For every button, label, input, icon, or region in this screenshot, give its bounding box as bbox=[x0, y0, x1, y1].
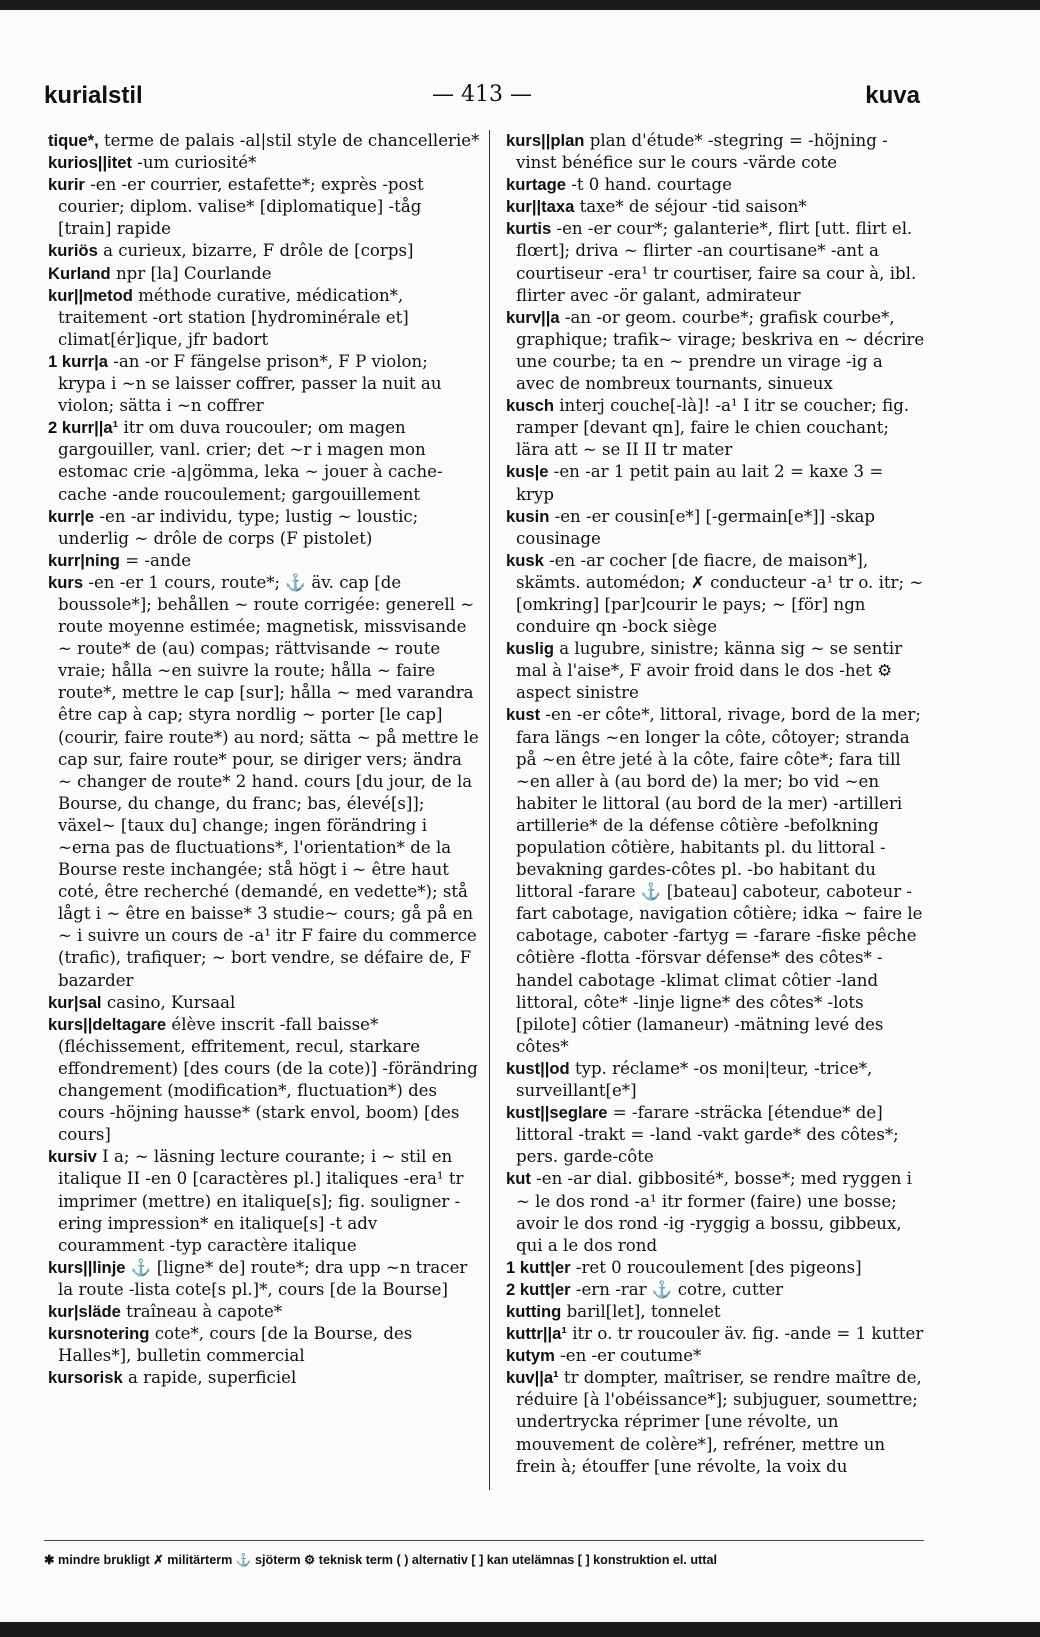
entry-headword: 1 kutt|er bbox=[506, 1257, 571, 1277]
dictionary-entry: kur||metod méthode curative, médication*, traitement -ort station [hydrominérale et] climat[ér]ique, jfr badort bbox=[48, 285, 409, 349]
header-first-word: kurialstil bbox=[44, 82, 143, 109]
entry-headword: kuv||a¹ bbox=[506, 1368, 559, 1388]
dictionary-entry: kus|e -en -ar 1 petit pain au lait 2 = kaxe 3 = kryp bbox=[506, 462, 884, 504]
footnote-rule bbox=[44, 1540, 924, 1541]
dictionary-entry: kurtage -t 0 hand. courtage bbox=[506, 175, 732, 195]
entry-headword: kutting bbox=[506, 1301, 562, 1321]
dictionary-entry: kutym -en -er coutume* bbox=[506, 1346, 702, 1366]
dictionary-entry: kusk -en -ar cocher [de fiacre, de maison*], skämts. automédon; ✗ conducteur -a¹ tr o. itr; ~ [omkring] [par]courir le pays; ~ [för] ngn conduire qn -bock siège bbox=[506, 550, 924, 637]
dictionary-entry: kur|släde traîneau à capote* bbox=[48, 1301, 283, 1321]
dictionary-entry: kurv||a -an -or geom. courbe*; grafisk courbe*, graphique; trafik~ virage; beskriva en ~ décrire une courbe; ta en ~ prendre un virage -ig a avec de nombreux tournants, sinueux bbox=[506, 307, 925, 394]
page-header bbox=[44, 82, 920, 116]
entry-headword: kur|sal bbox=[48, 992, 102, 1012]
entry-headword: kur||taxa bbox=[506, 197, 575, 217]
dictionary-entry: 2 kurr||a¹ itr om duva roucouler; om magen gargouiller, vanl. crier; det ~r i magen mon estomac crie -a|gömma, leka ~ jouer à cache-cache -ande roucoulement; gargouillement bbox=[48, 418, 443, 504]
dictionary-entry: kursorisk a rapide, superficiel bbox=[48, 1368, 297, 1388]
dictionary-entry: kuriös a curieux, bizarre, F drôle de [corps] bbox=[48, 241, 414, 261]
entry-headword: kurios||itet bbox=[48, 153, 132, 173]
dictionary-entry: kurir -en -er courrier, estafette*; exprès -post courier; diplom. valise* [diplomatique] -tåg [train] rapide bbox=[48, 175, 424, 239]
dictionary-entry: Kurland npr [la] Courlande bbox=[48, 263, 272, 283]
dictionary-entry: kurs||plan plan d'étude* -stegring = -höjning -vinst bénéfice sur le cours -värde cote bbox=[506, 131, 888, 173]
dictionary-entry: kurr|e -en -ar individu, type; lustig ~ loustic; underlig ~ drôle de corps (F pistolet) bbox=[48, 506, 419, 548]
dictionary-entry: kust -en -er côte*, littoral, rivage, bord de la mer; fara längs ~en longer la côte, côtoyer; stranda på ~en être jeté à la côte, faire côte*; fara till ~en aller à (au bord de) la mer; bo vid ~en habiter le littoral (au bord de la mer) -artilleri artillerie* de la défense côtière -befolkning population côtière, habitants pl. du littoral -bevakning gardes-côtes pl. -bo habitant du littoral -farare ⚓ [bateau] caboteur, caboteur -fart cabotage, navigation côtière; idka ~ faire le cabotage, caboter -fartyg = -farare -fiske pêche côtière -flotta -försvar défense* des côtes* -handel cabotage -klimat climat côtier -land littoral, côte* -linje ligne* des côtes* -lots [pilote] côtier (lamaneur) -mätning levé des côtes* bbox=[506, 705, 923, 1056]
dictionary-entry: kurs -en -er 1 cours, route*; ⚓ äv. cap [de boussole*]; behållen ~ route corrigée: generell ~ route moyenne estimée; magnetisk, missvisande ~ route* de (au) compas; rättvisande ~ route vraie; hålla ~en suivre la route; hålla ~ faire route*, mettre le cap [sur]; hålla ~ med varandra être cap à cap; styra nordlig ~ porter [le cap] (courir, faire route*) au nord; sätta ~ på mettre le cap sur, faire route* pour, se diriger vers; ändra ~ changer de route* 2 hand. cours [du jour, de la Bourse, du change, du franc; bas, élevé[s]]; växel~ [taux du] change; ingen förändring i ~erna pas de fluctuations*, l'orientation* de la Bourse reste inchangée; stå högt i ~ être haut coté, être recherché (demandé, en vedette*); stå lågt i ~ être en baisse* 3 studie~ cours; gå på en ~ i suivre un cours de -a¹ itr F faire du commerce (trafic), trafiquer; ~ bort vendre, se défaire de, F bazarder bbox=[48, 572, 479, 990]
entry-headword: 2 kutt|er bbox=[506, 1279, 571, 1299]
entry-headword: kusk bbox=[506, 550, 544, 570]
dictionary-entry: 2 kutt|er -ern -rar ⚓ cotre, cutter bbox=[506, 1279, 784, 1299]
entry-headword: kus|e bbox=[506, 462, 549, 482]
header-last-word: kuva bbox=[865, 82, 920, 109]
entry-headword: kurs bbox=[48, 572, 84, 592]
entry-headword: kur||metod bbox=[48, 285, 133, 305]
dictionary-entry: kust||seglare = -farare -sträcka [étendue* de] littoral -trakt = -land -vakt garde* des côtes*; pers. garde-côte bbox=[506, 1103, 899, 1167]
entry-headword: kurs||deltagare bbox=[48, 1014, 167, 1034]
dictionary-entry: kursiv I a; ~ läsning lecture courante; i ~ stil en italique II -en 0 [caractères pl.] italiques -era¹ tr imprimer (mettre) en italique[s]; fig. souligner -ering impression* en italique[s] -t adv couramment -typ caractère italique bbox=[48, 1147, 464, 1255]
entry-headword: kurr|ning bbox=[48, 550, 120, 570]
entry-headword: kust bbox=[506, 705, 541, 725]
dictionary-entry: kur||taxa taxe* de séjour -tid saison* bbox=[506, 197, 807, 217]
dictionary-entry: kurr|ning = -ande bbox=[48, 550, 192, 570]
scan-bottom-border bbox=[0, 1622, 1040, 1637]
dictionary-entry: kurs||deltagare élève inscrit -fall baisse* (fléchissement, effritement, recul, starkare effondrement) [des cours (de la cote)] -förändring changement (modification*, fluctuation*) des cours -höjning hausse* (stark envol, boom) [des cours] bbox=[48, 1014, 478, 1145]
entry-headword: kurv||a bbox=[506, 307, 560, 327]
entry-headword: tique*, bbox=[48, 131, 99, 150]
dictionary-entry: kuslig a lugubre, sinistre; känna sig ~ se sentir mal à l'aise*, F avoir froid dans le dos -het ⚙ aspect sinistre bbox=[506, 639, 903, 703]
entry-headword: Kurland bbox=[48, 263, 111, 283]
dictionary-entry: kusin -en -er cousin[e*] [-germain[e*]] -skap cousinage bbox=[506, 506, 876, 548]
entry-headword: kurr|e bbox=[48, 506, 95, 526]
entry-headword: kurir bbox=[48, 175, 85, 195]
entry-headword: kust||seglare bbox=[506, 1103, 608, 1123]
entry-headword: kutym bbox=[506, 1346, 555, 1366]
symbol-legend: ✱ mindre brukligt ✗ militärterm ⚓ sjöterm ⚙ teknisk term ( ) alternativ [ ] kan utelämnas [ ] konstruktion el. uttal bbox=[44, 1553, 717, 1567]
column-divider bbox=[489, 130, 490, 1490]
dictionary-entry: kuv||a¹ tr dompter, maîtriser, se rendre maître de, réduire [à l'obéissance*]; subjuguer, soumettre; undertrycka réprimer [une révolte, un mouvement de colère*], refréner, mettre un frein à; étouffer [une révolte, la voix du bbox=[506, 1368, 922, 1476]
entry-headword: kust||od bbox=[506, 1058, 570, 1078]
right-column bbox=[506, 130, 926, 1478]
entry-headword: kuslig bbox=[506, 639, 554, 659]
dictionary-entry: kurios||itet -um curiosité* bbox=[48, 153, 257, 173]
entry-headword: kursiv bbox=[48, 1147, 97, 1167]
dictionary-entry: kurs||linje ⚓ [ligne* de] route*; dra upp ~n tracer la route -lista cote[s pl.]*, cours [de la Bourse] bbox=[48, 1257, 468, 1299]
entry-headword: kuttr||a¹ bbox=[506, 1324, 567, 1344]
entry-headword: kusin bbox=[506, 506, 550, 526]
dictionary-entry: 1 kurr|a -an -or F fängelse prison*, F P violon; krypa i ~n se laisser coffrer, passer la nuit au violon; sätta i ~n coffrer bbox=[48, 351, 442, 416]
entry-headword: kurs||plan bbox=[506, 131, 585, 150]
entry-headword: kurs||linje bbox=[48, 1257, 126, 1277]
entry-headword: kut bbox=[506, 1169, 531, 1189]
dictionary-entry: kursnotering cote*, cours [de la Bourse, des Halles*], bulletin commercial bbox=[48, 1324, 413, 1366]
entry-headword: kurtage bbox=[506, 175, 566, 195]
dictionary-entry: 1 kutt|er -ret 0 roucoulement [des pigeons] bbox=[506, 1257, 862, 1277]
dictionary-entry: kuttr||a¹ itr o. tr roucouler äv. fig. -ande = 1 kutter bbox=[506, 1324, 924, 1344]
dictionary-entry: kust||od typ. réclame* -os moni|teur, -trice*, surveillant[e*] bbox=[506, 1058, 873, 1101]
dictionary-entry: kurtis -en -er cour*; galanterie*, flirt [utt. flirt el. flœrt]; driva ~ flirter -an courtisane* -ant a courtiseur -era¹ tr courtiser, faire sa cour à, ibl. flirter avec -ör galant, admirateur bbox=[506, 219, 917, 305]
entry-headword: 2 kurr||a¹ bbox=[48, 418, 119, 438]
entry-headword: kur|släde bbox=[48, 1301, 121, 1321]
dictionary-entry: kur|sal casino, Kursaal bbox=[48, 992, 236, 1012]
dictionary-entry: kusch interj couche[-là]! -a¹ I itr se coucher; fig. ramper [devant qn], faire le chien couchant; lära att ~ se II II tr mater bbox=[506, 396, 910, 460]
entry-headword: kurtis bbox=[506, 219, 552, 239]
entry-headword: kusch bbox=[506, 396, 554, 416]
page-number: — 413 — bbox=[432, 82, 532, 107]
entry-headword: 1 kurr|a bbox=[48, 351, 108, 371]
left-column bbox=[48, 130, 480, 1389]
scan-top-border bbox=[0, 0, 1040, 10]
dictionary-entry: kut -en -ar dial. gibbosité*, bosse*; med ryggen i ~ le dos rond -a¹ itr former (faire) une bosse; avoir le dos rond -ig -ryggig a bossu, gibbeux, qui a le dos rond bbox=[506, 1169, 912, 1255]
dictionary-entry: kutting baril[let], tonnelet bbox=[506, 1301, 721, 1321]
entry-headword: kuriös bbox=[48, 241, 98, 261]
dictionary-entry: tique*, terme de palais -al|stil style de chancellerie* bbox=[48, 131, 480, 150]
entry-headword: kursorisk bbox=[48, 1368, 123, 1388]
entry-headword: kursnotering bbox=[48, 1324, 150, 1344]
